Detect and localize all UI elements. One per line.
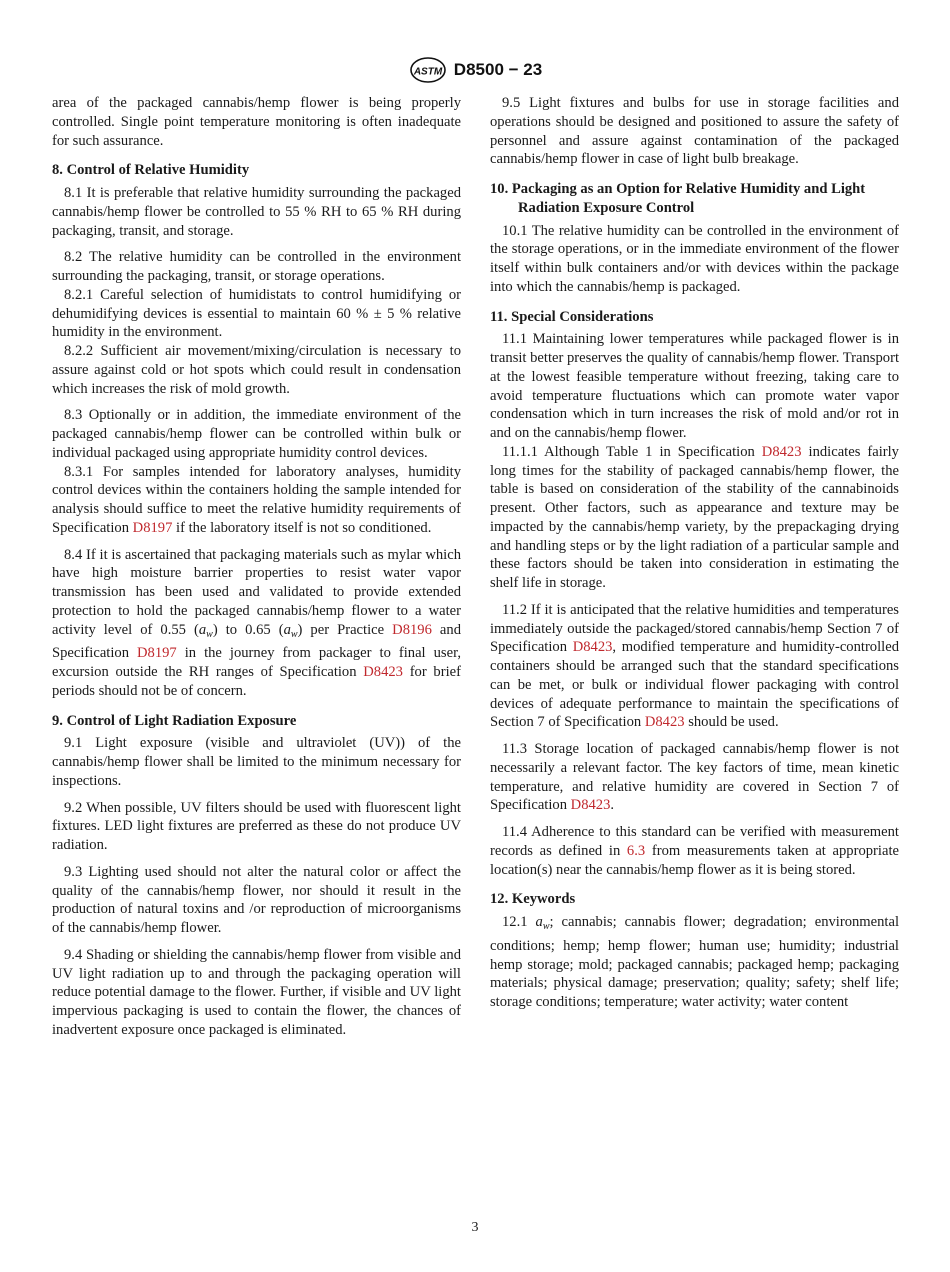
page-header bbox=[0, 55, 950, 85]
paragraph-8-2: 8.2 The relative humidity can be controlled in the environment surrounding the packaging, transit, or storage operations. bbox=[52, 249, 461, 284]
section-heading-8: 8. Control of Relative Humidity bbox=[52, 162, 250, 179]
paragraph-8-2-2: 8.2.2 Sufficient air movement/mixing/circulation is necessary to assure against cold or hot spots which could result in condensation which increases the risk of mold growth. bbox=[52, 343, 461, 397]
paragraph-11-3: 11.3 Storage location of packaged cannabis/hemp flower is not necessarily a relevant factor. The key factors of time, mean kinetic temperature, and relative humidity are covered in Section 7 of Specification D8423. bbox=[490, 741, 899, 814]
paragraph-12-1: 12.1 $a_w$; cannabis; cannabis flower; degradation; environmental conditions; hemp; hemp flower; human use; humidity; industrial hemp storage; mold; packaged cannabis; packaged hemp; packaging materials; physical damage; preservation; quality; safety; shelf life; storage conditions; temperature; water activity; water content bbox=[490, 914, 900, 1010]
reference-link-d8197[interactable]: D8197 bbox=[137, 645, 177, 662]
paragraph-11-2: 11.2 If it is anticipated that the relative humidities and temperatures immediately outside the packaged/stored cannabis/hemp Section 7 of Specification D8423, modified temperature and humidity-controlled containers should be arranged such that the standard specifications can be met, or bulk or individual flower packaging with control devices of adequate performance to maintain the specifications of Section 7 of Specification D8423 should be used. bbox=[490, 601, 899, 731]
section-heading-9: 9. Control of Light Radiation Exposure bbox=[52, 712, 297, 729]
section-heading-12: 12. Keywords bbox=[490, 891, 576, 908]
right-column bbox=[490, 94, 899, 1012]
section-heading-10: 10. Packaging as an Option for Relative Humidity and Light Radiation Exposure Control bbox=[490, 181, 866, 216]
reference-link-d8197[interactable]: D8197 bbox=[132, 519, 173, 536]
page-number: 3 bbox=[471, 1220, 479, 1235]
paragraph-9-4: 9.4 Shading or shielding the cannabis/hemp flower from visible and UV light radiation up to and through the packaging operation will reduce potential damage to the flower. Further, if visible and UV light impervious packaging is used to contain the flower, the chances of inadvertent exposure once packaged is eliminated. bbox=[52, 946, 461, 1038]
paragraph-9-2: 9.2 When possible, UV filters should be used with fluorescent light fixtures. LED light fixtures are preferred as these do not produce UV radiation. bbox=[52, 799, 461, 853]
document-number: D8500 − 23 bbox=[453, 60, 543, 79]
paragraph-9-1: 9.1 Light exposure (visible and ultraviolet (UV)) of the cannabis/hemp flower shall be limited to the minimum necessary for inspections. bbox=[52, 735, 461, 789]
paragraph-10-1: 10.1 The relative humidity can be controlled in the environment of the storage operations, or in the immediate environment of the flower itself within bulk containers and/or with devices within the package into which the cannabis/hemp is packaged. bbox=[490, 222, 899, 295]
section-heading-11: 11. Special Considerations bbox=[490, 308, 654, 325]
astm-logo-icon bbox=[408, 56, 448, 84]
reference-link-d8196[interactable]: D8196 bbox=[392, 621, 432, 638]
paragraph-8-3-1: 8.3.1 For samples intended for laboratory analyses, humidity control devices within the containers holding the sample intended for analysis should suffice to meet the relative humidity requirements of Specification D8197 if the laboratory itself is not so conditioned. bbox=[52, 463, 461, 536]
left-column bbox=[52, 94, 461, 1040]
paragraph-8-2-1: 8.2.1 Careful selection of humidistats to control humidifying or dehumidifying devices is essential to maintain 60 % ± 5 % relative humidity in the environment. bbox=[52, 286, 461, 341]
paragraph-8-1: 8.1 It is preferable that relative humidity surrounding the packaged cannabis/hemp flower be controlled to 55 % RH to 65 % RH during packaging, transit, and storage. bbox=[52, 185, 461, 239]
paragraph-8-4: 8.4 If it is ascertained that packaging materials such as mylar which have high moisture barrier properties to resist water vapor transmission has been used and validated to provide extended protection to hold the packaged cannabis/hemp flower to a water activity level of 0.55 $(a_w)$ to 0.65 $(a_w)$ per Practice D8196 and Specification D8197 in the journey from packager to final user, excursion outside the RH ranges of Specification D8423 for brief periods should not be of concern. bbox=[52, 546, 462, 699]
reference-link-d8423[interactable]: D8423 bbox=[363, 664, 403, 680]
astm-logo-text: ASTM bbox=[413, 66, 442, 78]
paragraph-11-4: 11.4 Adherence to this standard can be verified with measurement records as defined in 6.3 from measurements taken at appropriate location(s) near the cannabis/hemp flower as it is being stored. bbox=[490, 824, 899, 878]
reference-link-d8423[interactable]: D8423 bbox=[572, 639, 613, 656]
reference-link-d8423[interactable]: D8423 bbox=[761, 443, 802, 460]
paragraph-8-3: 8.3 Optionally or in addition, the immediate environment of the packaged cannabis/hemp flower can be controlled within bulk or individual packaged using appropriate humidity control devices. bbox=[52, 407, 461, 461]
paragraph-continued: area of the packaged cannabis/hemp flower is being properly controlled. Single point temperature monitoring is often inadequate for such assurance. bbox=[52, 95, 461, 149]
reference-link-d8423[interactable]: D8423 bbox=[570, 797, 611, 814]
paragraph-9-3: 9.3 Lighting used should not alter the natural color or affect the quality of the cannabis/hemp flower, nor should it result in the production of natural toxins and /or reproduction of microorganisms of the cannabis/hemp flower. bbox=[52, 863, 461, 936]
paragraph-11-1: 11.1 Maintaining lower temperatures while packaged flower is in transit better preserves the quality of cannabis/hemp flower. Transport at the lowest feasible temperature without freezing, taking care to avoid temperature fluctuations which can promote water vapor condensation which in turn increases the risk of mold and/or rot in and on the cannabis/hemp flower. bbox=[490, 331, 899, 441]
reference-link-d8423[interactable]: D8423 bbox=[644, 714, 685, 731]
reference-link-section-6-3[interactable]: 6.3 bbox=[626, 842, 646, 859]
paragraph-9-5: 9.5 Light fixtures and bulbs for use in storage facilities and operations should be designed and positioned to assure the safety of personnel and assure against contamination of the packaged cannabis/hemp flower in case of light bulb breakage. bbox=[490, 95, 899, 168]
paragraph-11-1-1: 11.1.1 Although Table 1 in Specification D8423 indicates fairly long times for the stability of packaged cannabis/hemp flower, the table is based on consideration of the stability of the cannabinoids present. Other factors, such as appearance and texture may be impacted by the cannabis/hemp variety, by the prepackaging drying and handling steps or by the light radiation of a particular sample and these factors should be taken into consideration in estimating the shelf life in storage. bbox=[490, 443, 899, 591]
